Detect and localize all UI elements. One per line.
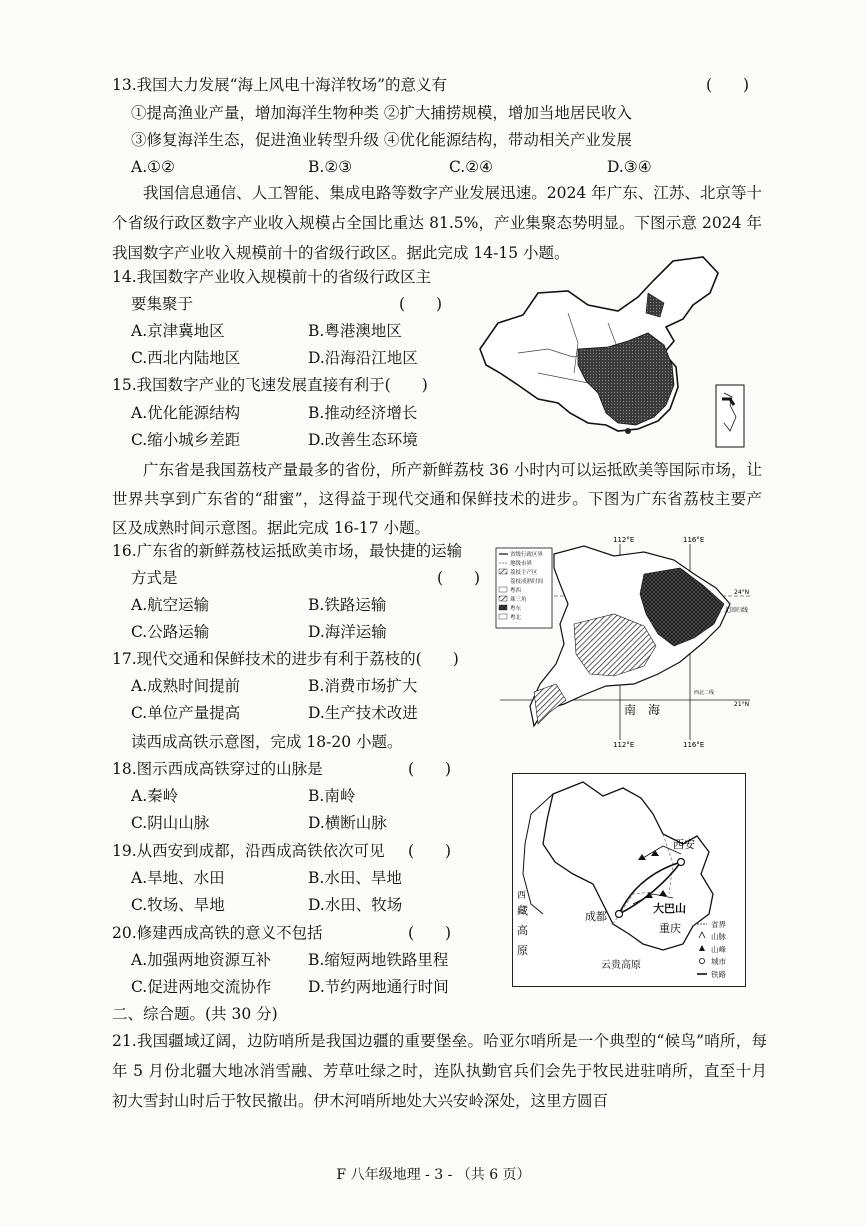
gd-legend-3: 荔枝成熟时间 — [510, 579, 544, 585]
xc-label-chongqing: 重庆 — [659, 922, 681, 935]
q14-stem-line1: 14.我国数字产业收入规模前十的省级行政区主 — [112, 268, 432, 286]
q18-option-d: D.横断山脉 — [308, 814, 387, 832]
gd-legend-1: 地级市界 — [510, 561, 533, 567]
xicheng-railway-map — [512, 773, 746, 987]
xc-legend-4: 铁路 — [711, 970, 726, 979]
q18-option-a: A.秦岭 — [131, 787, 179, 805]
gd-legend-0: 省级行政区界 — [510, 552, 544, 558]
china-digital-industry-map — [478, 253, 746, 451]
q18-option-b: B.南岭 — [308, 787, 356, 805]
xc-label-chengdu: 成都 — [585, 910, 607, 923]
guangdong-lychee-map — [494, 534, 758, 748]
gd-lon-top-left: 112°E — [613, 536, 635, 544]
q14-option-c: C.西北内陆地区 — [131, 349, 241, 367]
gd-legend-5: 珠三角 — [510, 597, 527, 603]
q20-option-d: D.节约两地通行时间 — [308, 978, 449, 996]
q14-answer-paren: ( ) — [399, 295, 443, 313]
page-footer: F 八年级地理 - 3 - （共 6 页） — [336, 1167, 531, 1183]
xc-label-zang-top: 西 — [517, 891, 527, 901]
q14-stem-line2: 要集聚于 — [131, 295, 194, 313]
q19-option-b: B.水田、旱地 — [308, 869, 402, 887]
q19-option-c: C.牧场、旱地 — [131, 896, 225, 914]
xc-legend-3: 城市 — [711, 957, 726, 966]
gd-lat-bottom: 21°N — [734, 701, 750, 708]
q17-option-c: C.单位产量提高 — [131, 704, 241, 722]
q20-option-a: A.加强两地资源互补 — [131, 951, 272, 969]
gd-sea-label: 南 海 — [624, 703, 661, 717]
q13-statement-2: ③修复海洋生态，促进渔业转型升级 ④优化能源结构，带动相关产业发展 — [131, 131, 632, 149]
q19-answer-paren: ( ) — [408, 842, 452, 860]
q20-answer-paren: ( ) — [408, 924, 452, 942]
q13-stem: 13.我国大力发展“海上风电十海洋牧场”的意义有 — [112, 76, 447, 94]
xc-legend-0: 省界 — [711, 920, 726, 929]
q16-stem-line1: 16.广东省的新鲜荔枝运抵欧美市场，最快捷的运输 — [112, 542, 463, 560]
q18-option-c: C.阴山山脉 — [131, 814, 210, 832]
section-2-heading: 二、综合题。(共 30 分) — [112, 1005, 278, 1023]
gd-lon-bottom-right: 116°E — [683, 741, 705, 748]
q15-option-c: C.缩小城乡差距 — [131, 431, 241, 449]
gd-legend-6: 粤东 — [510, 606, 522, 612]
q16-option-c: C.公路运输 — [131, 623, 210, 641]
q14-option-a: A.京津冀地区 — [131, 322, 225, 340]
gd-legend-2: 荔枝主产区 — [510, 570, 538, 576]
q19-stem: 19.从西安到成都，沿西成高铁依次可见 — [112, 842, 385, 860]
gd-legend-4: 粤西 — [510, 588, 522, 594]
xc-label-zang-1: 藏 — [517, 904, 528, 917]
q14-option-d: D.沿海沿江地区 — [308, 349, 418, 367]
q15-option-d: D.改善生态环境 — [308, 431, 418, 449]
q15-stem: 15.我国数字产业的飞速发展直接有利于( ) — [112, 376, 428, 394]
gd-side-note-2: 西北二线 — [694, 690, 715, 696]
q18-stem: 18.图示西成高铁穿过的山脉是 — [112, 760, 323, 778]
q19-option-d: D.水田、牧场 — [308, 896, 403, 914]
q13-option-b: B.②③ — [308, 158, 353, 176]
xc-legend — [697, 919, 726, 979]
gd-side-note-1: 北回归线 — [724, 607, 749, 614]
xc-legend-1: 山脉 — [711, 932, 726, 941]
q17-stem: 17.现代交通和保鲜技术的进步有利于荔枝的( ) — [112, 650, 459, 668]
q13-statement-1: ①提高渔业产量，增加海洋生物种类 ②扩大捕捞规模，增加当地居民收入 — [131, 104, 632, 122]
q18-answer-paren: ( ) — [408, 760, 452, 778]
q15-option-b: B.推动经济增长 — [308, 404, 418, 422]
q21-text — [112, 1026, 767, 1116]
xc-legend-2: 山峰 — [711, 945, 726, 954]
gd-lat-top: 24°N — [734, 589, 750, 596]
gd-lon-bottom-left: 112°E — [613, 741, 635, 748]
q20-option-c: C.促进两地交流协作 — [131, 978, 272, 996]
gd-legend-7: 粤北 — [510, 615, 522, 621]
q21-text-content: 21.我国疆域辽阔，边防哨所是我国边疆的重要堡垒。哈亚尔哨所是一个典型的“候鸟”哨所，每年 5 月份北疆大地冰消雪融、芳草吐绿之时，连队执勤官兵们会先于牧民进驻哨所，直至十月初大雪封山时后于牧民撤出。伊木河哨所地处大兴安岭深处，这里方圆百 — [112, 1032, 767, 1110]
q16-option-b: B.铁路运输 — [308, 596, 387, 614]
q20-option-b: B.缩短两地铁路里程 — [308, 951, 449, 969]
q17-option-d: D.生产技术改进 — [308, 704, 418, 722]
q20-stem: 20.修建西成高铁的意义不包括 — [112, 924, 323, 942]
q14-option-b: B.粤港澳地区 — [308, 322, 402, 340]
passage-digital-industry: 我国信息通信、人工智能、集成电路等数字产业发展迅速。2024 年广东、江苏、北京等十个省级行政区数字产业收入规模占全国比重达 81.5%，产业集聚态势明显。下图示意 2024 年我国数字产业收入规模前十的省级行政区。据此完成 14-15 小题。 — [112, 184, 762, 262]
q13-option-a: A.①② — [131, 158, 175, 176]
q16-answer-paren: ( ) — [437, 569, 481, 587]
gd-lon-top-right: 116°E — [683, 536, 705, 544]
q17-option-b: B.消费市场扩大 — [308, 677, 418, 695]
xc-label-dabashan: 大巴山 — [653, 902, 686, 915]
q15-option-a: A.优化能源结构 — [131, 404, 241, 422]
q17-option-a: A.成熟时间提前 — [131, 677, 241, 695]
q19-option-a: A.旱地、水田 — [131, 869, 225, 887]
q13-answer-paren: ( ) — [706, 76, 750, 94]
q16-option-d: D.海洋运输 — [308, 623, 387, 641]
q16-stem-line2: 方式是 — [131, 569, 178, 587]
passage-lychee: 广东省是我国荔枝产量最多的省份，所产新鲜荔枝 36 小时内可以运抵欧美等国际市场，让世界共享到广东省的“甜蜜”，这得益于现代交通和保鲜技术的进步。下图为广东省荔枝主要产区及成熟时间示意图。据此完成 16-17 小题。 — [112, 461, 762, 537]
q13-option-d: D.③④ — [607, 158, 652, 176]
xc-label-xian: 西安 — [673, 838, 695, 851]
intro-18-20: 读西成高铁示意图，完成 18-20 小题。 — [131, 733, 403, 751]
xc-label-zang-3: 原 — [517, 944, 528, 957]
xc-label-zang-2: 高 — [517, 924, 528, 937]
q13-option-c: C.②④ — [449, 158, 494, 176]
q16-option-a: A.航空运输 — [131, 596, 210, 614]
xc-label-yungui: 云贵高原 — [601, 960, 641, 971]
